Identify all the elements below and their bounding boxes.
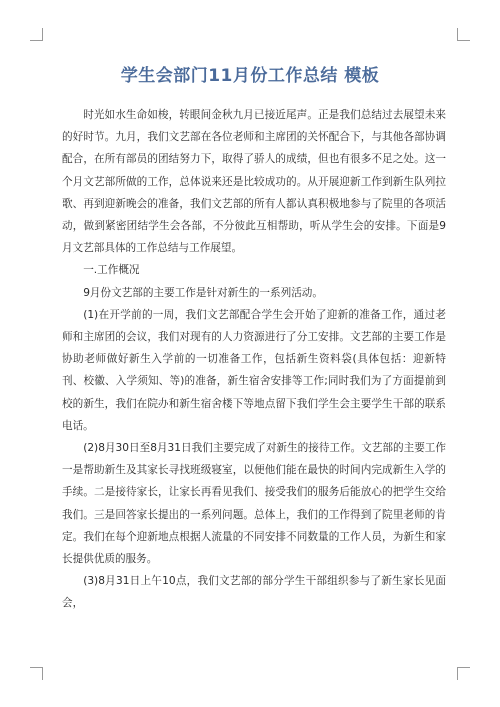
section-heading-overview: 一.工作概况	[83, 264, 140, 277]
paragraph-intro: 时光如水生命如梭，转眼间金秋九月已接近尾声。正是我们总结过去展望未来的好时节。九月，我们文艺部在各位老师和主席团的关怀配合下，与其他各部协调配合，在所有部员的团结努力下，取得了骄人的成绩，但也有很多不足之处。这一个月文艺部所做的工作，总体说来还是比较成功的。从开展迎新工作到新生队列拉歌、再到迎新晚会的准备，我们文艺部的所有人都认真积极地参与了院里的各项活动，做到紧密团结学生会各部，不分彼此互相帮助，听从学生会的安排。下面是9月文艺部具体的工作总结与工作展望。	[62, 109, 446, 255]
document-body	[62, 104, 446, 615]
paragraph-item-3: (3)8月31日上午10点，我们文艺部的部分学生干部组织参与了新生家长见面会，	[62, 575, 446, 610]
crop-mark-bottom-right	[457, 667, 470, 680]
crop-mark-bottom-left	[30, 667, 43, 680]
paragraph-overview: 9月份文艺部的主要工作是针对新生的一系列活动。	[83, 286, 323, 299]
paragraph-item-2: (2)8月30日至8月31日我们主要完成了对新生的接待工作。文艺部的主要工作一是帮助新生及其家长寻找班级寝室，以便他们能在最快的时间内完成新生入学的手续。二是接待家长，让家长再看见我们、接受我们的服务后能放心的把学生交给我们。三是回答家长提出的一系列问题。总体上，我们的工作得到了院里老师的肯定。我们在每个迎新地点根据人流量的不同安排不同数量的工作人员，为新生和家长提供优质的服务。	[62, 442, 446, 566]
paragraph-item-1: (1)在开学前的一周，我们文艺部配合学生会开始了迎新的准备工作，通过老师和主席团的会议，我们对现有的人力资源进行了分工安排。文艺部的主要工作是协助老师做好新生入学前的一切准备工作，包括新生资料袋(具体包括：迎新特刊、校徽、入学须知、等)的准备，新生宿舍安排等工作;同时我们为了方面提前到校的新生，我们在院办和新生宿舍楼下等地点留下我们学生会主要学生干部的联系电话。	[62, 308, 446, 432]
crop-mark-top-right	[457, 28, 470, 41]
crop-mark-top-left	[30, 28, 43, 41]
document-title: 学生会部门11月份工作总结 模板	[120, 66, 380, 86]
